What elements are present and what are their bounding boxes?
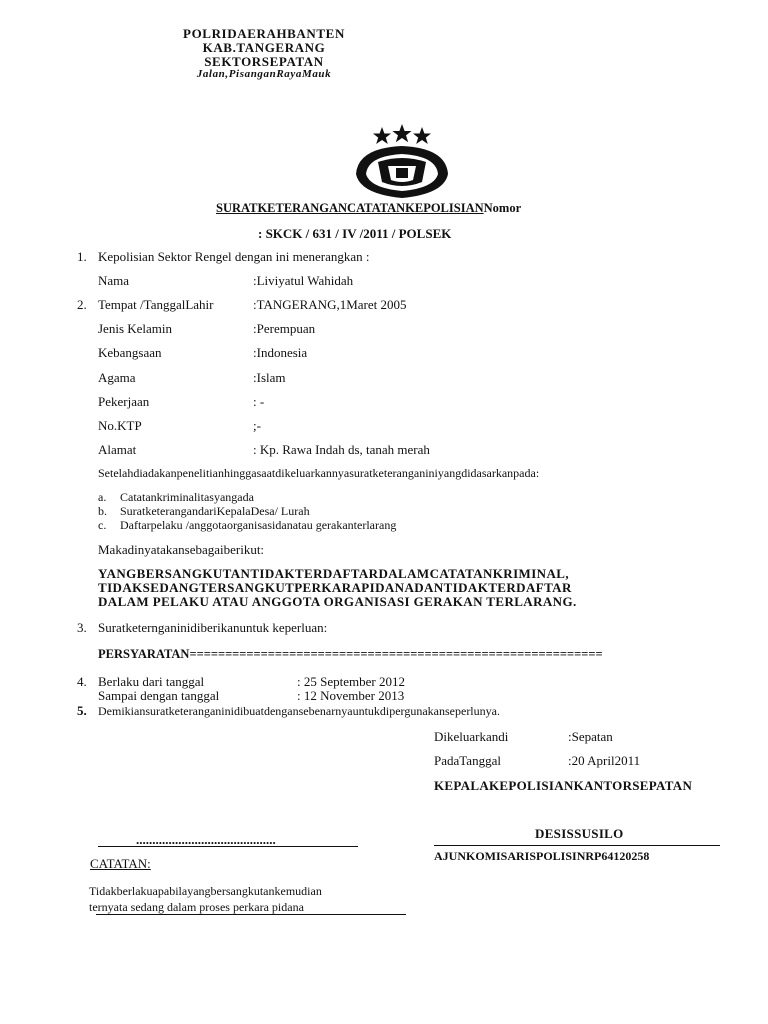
field-label-birth: Tempat /TanggalLahir [98,297,214,312]
field-label-nationality: Kebangsaan [98,345,162,360]
conclusion-intro: Makadinyatakansebagaiberikut: [98,542,265,557]
item-number-4: 4. [77,674,87,689]
intro-text: Kepolisian Sektor Rengel dengan ini menerangkan : [98,249,370,264]
statement-line2: TIDAKSEDANGTERSANGKUTPERKARAPIDANADANTIDAKTERDAFTAR [98,580,572,595]
closing-text: Demikiansuratketeranganinidibuatdengansebenarnyauntukdipergunakanseperlunya. [98,704,500,718]
research-text: Setelahdiadakanpenelitianhinggasaatdikeluarkannyasuratketeranganiniyangdidasarkanpada: [98,466,540,480]
notes-line1: Tidakberlakuapabilayangbersangkutankemudian [89,884,322,898]
issued-place-label: Dikeluarkandi [434,729,509,744]
title-nomor-label: Nomor [483,201,522,215]
signatory-underline [434,845,720,846]
issued-date-label: PadaTanggal [434,753,501,768]
header-line2: KAB.TANGERANG [202,40,326,55]
field-label-ktp: No.KTP [98,418,142,433]
field-label-religion: Agama [98,370,136,385]
basis-marker-b: b. [98,504,107,518]
signature-dots: ........................................... [136,832,276,847]
field-label-occupation: Pekerjaan [98,394,150,409]
item-number-2: 2. [77,297,87,312]
field-value-gender: :Perempuan [253,321,316,336]
notes-underline [96,914,406,915]
field-value-address: : Kp. Rawa Indah ds, tanah merah [253,442,430,457]
document-title [216,201,521,216]
basis-item-b: SuratketerangandariKepalaDesa/ Lurah [120,504,310,518]
valid-from-value: : 25 September 2012 [297,674,405,689]
issued-date-value: :20 April2011 [568,753,641,768]
signatory-name: DESISSUSILO [535,826,624,841]
signature-left-underline [98,846,358,847]
header-address: Jalan,PisanganRayaMauk [196,68,332,80]
field-value-ktp: ;- [253,418,261,433]
field-value-birth: :TANGERANG,1Maret 2005 [253,297,407,312]
header-line1: POLRIDAERAHBANTEN [183,26,345,41]
field-value-religion: :Islam [253,370,286,385]
notes-line2: ternyata sedang dalam proses perkara pidana [89,900,304,914]
valid-until-label: Sampai dengan tanggal [98,688,220,703]
item-number-5: 5. [77,703,87,718]
statement-line3: DALAM PELAKU ATAU ANGGOTA ORGANISASI GERAKAN TERLARANG. [98,594,577,609]
field-value-nama: :Liviyatul Wahidah [253,273,354,288]
item-number-3: 3. [77,620,87,635]
purpose-text: Suratketernganinidiberikanuntuk keperluan: [98,620,328,635]
valid-until-value: : 12 November 2013 [297,688,405,703]
persyaratan-line: PERSYARATAN========================================================== [98,647,603,661]
issuing-office: KEPALAKEPOLISIANKANTORSEPATAN [434,778,693,793]
title-main: SURATKETERANGANCATATANKEPOLISIAN [216,201,484,215]
field-value-nationality: :Indonesia [253,345,308,360]
statement-line1: YANGBERSANGKUTANTIDAKTERDAFTARDALAMCATATANKRIMINAL, [98,566,569,581]
header-line3: SEKTORSEPATAN [204,54,324,69]
basis-marker-c: c. [98,518,107,532]
notes-title: CATATAN: [90,856,151,871]
police-emblem-icon [352,124,452,202]
field-value-occupation: : - [253,394,265,409]
field-label-address: Alamat [98,442,137,457]
field-label-gender: Jenis Kelamin [98,321,173,336]
item-number-1: 1. [77,249,87,264]
field-label-nama: Nama [98,273,130,288]
basis-item-a: Catatankriminalitasyangada [120,490,254,504]
signatory-rank: AJUNKOMISARISPOLISINRP64120258 [434,849,650,863]
issued-place-value: :Sepatan [568,729,613,744]
basis-marker-a: a. [98,490,107,504]
basis-item-c: Daftarpelaku /anggotaorganisasidanatau gerakanterlarang [120,518,397,532]
valid-from-label: Berlaku dari tanggal [98,674,205,689]
document-number: : SKCK / 631 / IV /2011 / POLSEK [258,226,452,241]
